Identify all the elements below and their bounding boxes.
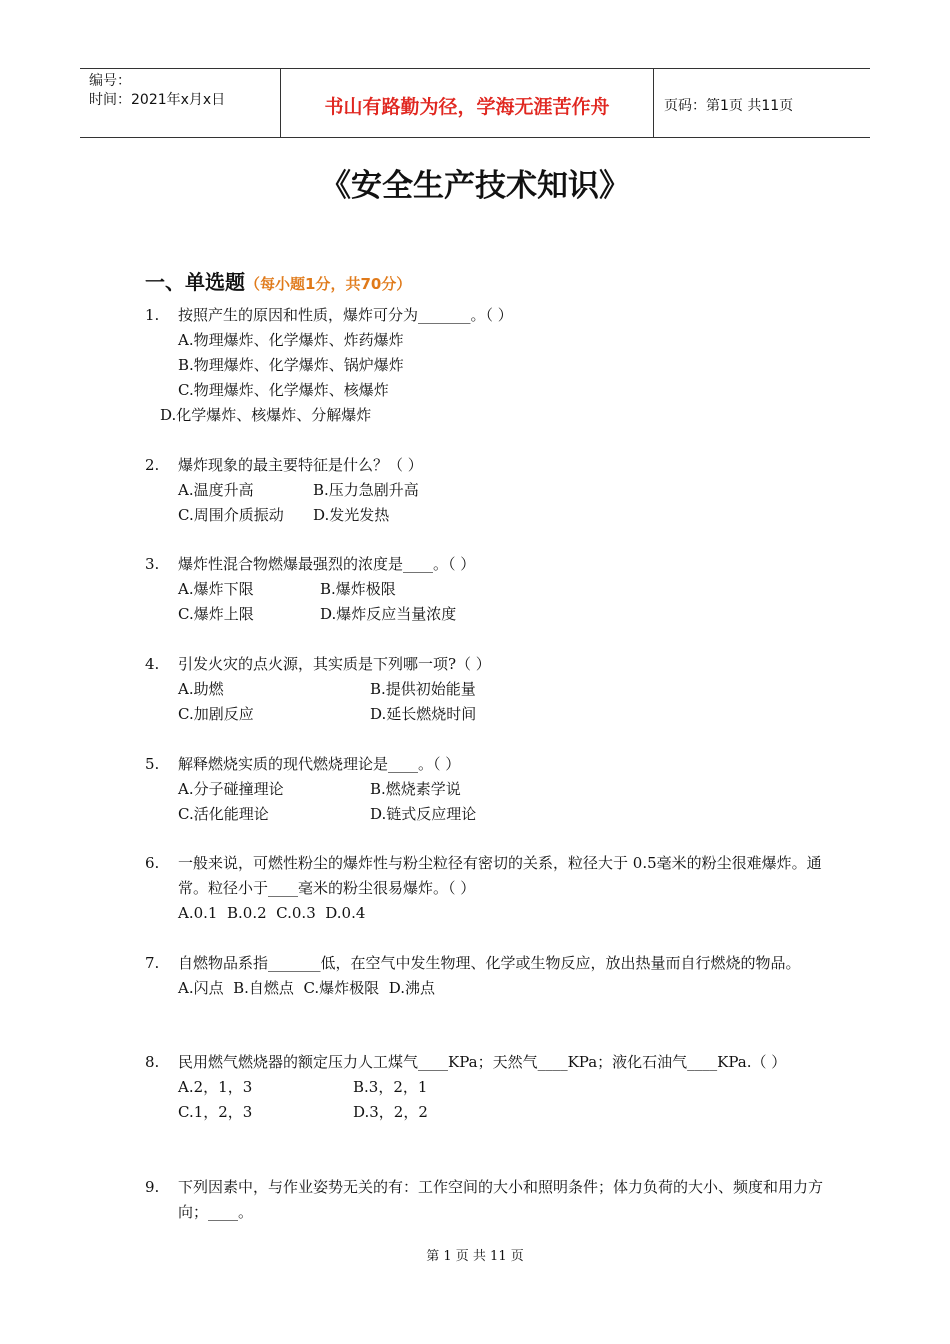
question-number: 3. <box>145 555 160 573</box>
option-a: A.助燃 <box>178 680 224 698</box>
option-d: D.发光发热 <box>313 506 390 524</box>
question-8 <box>145 1050 825 1125</box>
option-d: D.链式反应理论 <box>370 805 477 823</box>
section-heading <box>145 266 411 295</box>
option-b: B.提供初始能量 <box>370 680 476 698</box>
question-3 <box>145 552 825 627</box>
question-1 <box>145 303 825 428</box>
question-number: 5. <box>145 755 160 773</box>
question-7 <box>145 951 825 1001</box>
section-note: （每小题1分，共70分） <box>245 275 412 293</box>
option-c: C.爆炸上限 <box>178 605 254 623</box>
option-b: B.物理爆炸、化学爆炸、锅炉爆炸 <box>178 356 404 374</box>
option-a: A.温度升高 <box>178 481 254 499</box>
option-b: B.3，2，1 <box>353 1078 428 1096</box>
time-label: 时间：2021年x月x日 <box>89 92 226 108</box>
section-title: 一、单选题 <box>145 270 245 294</box>
options-line: A.闪点 B.自燃点 C.爆炸极限 D.沸点 <box>178 979 435 997</box>
option-d: D.化学爆炸、核爆炸、分解爆炸 <box>160 406 372 424</box>
question-number: 7. <box>145 954 160 972</box>
option-c: C.1，2，3 <box>178 1103 253 1121</box>
question-text: 引发火灾的点火源，其实质是下列哪一项?（ ） <box>178 655 491 673</box>
option-c: C.活化能理论 <box>178 805 269 823</box>
question-text: 解释燃烧实质的现代燃烧理论是____。（ ） <box>178 755 461 773</box>
question-text: 一般来说，可燃性粉尘的爆炸性与粉尘粒径有密切的关系，粒径大于 0.5毫米的粉尘很难爆炸。通常。粒径小于____毫米的粉尘很易爆炸。（ ） <box>178 854 822 897</box>
document-title: 《安全生产技术知识》 <box>320 168 630 204</box>
question-text: 按照产生的原因和性质，爆炸可分为_______。（ ） <box>178 306 513 324</box>
question-text: 下列因素中，与作业姿势无关的有：工作空间的大小和照明条件；体力负荷的大小、频度和用力方向；____。 <box>178 1178 824 1221</box>
number-label: 编号： <box>89 73 131 89</box>
header-page-info: 页码：第1页 共11页 <box>664 98 794 114</box>
question-9 <box>145 1175 825 1225</box>
option-d: D.延长燃烧时间 <box>370 705 477 723</box>
question-text: 自燃物品系指_______低，在空气中发生物理、化学或生物反应，放出热量而自行燃烧的物品。 <box>178 954 801 972</box>
question-number: 4. <box>145 655 160 673</box>
option-a: A.2，1，3 <box>178 1078 253 1096</box>
question-number: 6. <box>145 854 160 872</box>
question-2 <box>145 453 825 528</box>
option-b: B.压力急剧升高 <box>313 481 419 499</box>
question-number: 2. <box>145 456 160 474</box>
question-text: 民用燃气燃烧器的额定压力人工煤气____KPa；天然气____KPa；液化石油气____KPa.（ ） <box>178 1053 787 1071</box>
option-c: C.物理爆炸、化学爆炸、核爆炸 <box>178 381 389 399</box>
option-a: A.爆炸下限 <box>178 580 254 598</box>
question-text: 爆炸现象的最主要特征是什么？（ ） <box>178 456 423 474</box>
question-5 <box>145 752 825 827</box>
header-motto: 书山有路勤为径，学海无涯苦作舟 <box>281 69 654 137</box>
question-4 <box>145 652 825 727</box>
option-b: B.爆炸极限 <box>320 580 396 598</box>
option-d: D.3，2，2 <box>353 1103 428 1121</box>
option-b: B.燃烧素学说 <box>370 780 461 798</box>
question-number: 8. <box>145 1053 160 1071</box>
option-a: A.物理爆炸、化学爆炸、炸药爆炸 <box>178 331 404 349</box>
question-number: 1. <box>145 306 160 324</box>
option-a: A.分子碰撞理论 <box>178 780 284 798</box>
question-6 <box>145 851 825 926</box>
question-text: 爆炸性混合物燃爆最强烈的浓度是____。（ ） <box>178 555 476 573</box>
options-line: A.0.1 B.0.2 C.0.3 D.0.4 <box>178 904 366 922</box>
option-c: C.加剧反应 <box>178 705 254 723</box>
option-d: D.爆炸反应当量浓度 <box>320 605 457 623</box>
page-footer: 第 1 页 共 11 页 <box>426 1249 524 1264</box>
document-header <box>80 68 870 138</box>
option-c: C.周围介质振动 <box>178 506 284 524</box>
question-number: 9. <box>145 1178 160 1196</box>
header-meta <box>80 69 281 137</box>
